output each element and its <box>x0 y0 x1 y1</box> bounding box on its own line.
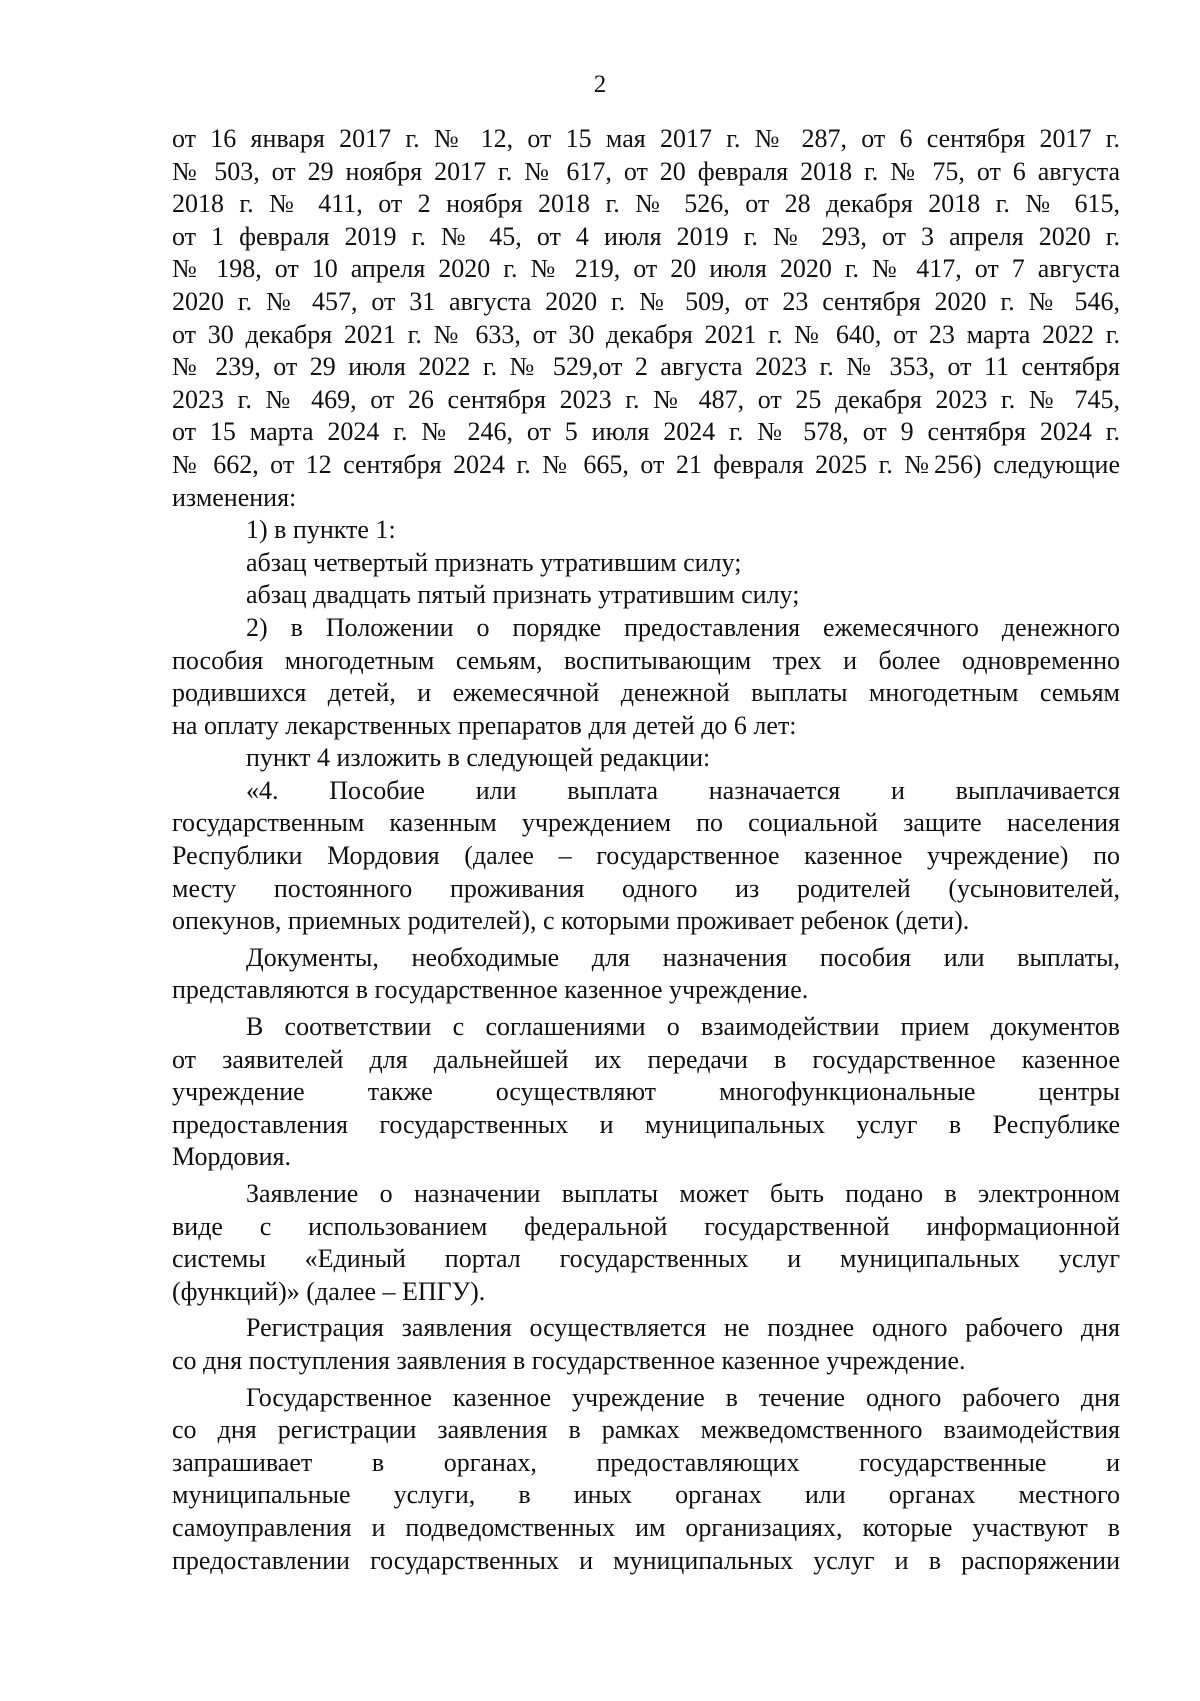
text-line: муниципальные услуги, в иных органах или органах местного <box>172 1480 1120 1510</box>
text-line: от заявителей для дальнейшей их передачи в государственное казенное <box>172 1044 1120 1074</box>
paragraph-documents <box>172 942 1120 1007</box>
text-line: абзац четвертый признать утратившим силу; <box>246 547 742 577</box>
text-line: предоставления государственных и муниципальных услуг в Республике <box>172 1109 1120 1139</box>
text-line: (функций)» (далее – ЕПГУ). <box>172 1276 486 1306</box>
paragraph-interagency <box>172 1382 1120 1578</box>
text-line: со дня регистрации заявления в рамках межведомственного взаимодействия <box>172 1415 1120 1445</box>
text-line: 2023 г. № 469, от 26 сентября 2023 г. № 487, от 25 декабря 2023 г. № 745, <box>172 384 1120 414</box>
paragraph-mfc <box>172 1011 1120 1174</box>
text-line: абзац двадцать пятый признать утратившим силу; <box>246 580 800 610</box>
text-line: государственным казенным учреждением по социальной защите населения <box>172 808 1120 838</box>
text-line: учреждение также осуществляют многофункциональные центры <box>172 1077 1120 1107</box>
paragraph-registration <box>172 1312 1120 1377</box>
paragraph-item-2 <box>172 612 1120 742</box>
text-line: Документы, необходимые для назначения пособия или выплаты, <box>246 942 1120 972</box>
text-line: системы «Единый портал государственных и муниципальных услуг <box>172 1244 1120 1274</box>
text-line: опекунов, приемных родителей), с которыми проживает ребенок (дети). <box>172 906 970 936</box>
text-line: от 1 февраля 2019 г. № 45, от 4 июля 2019 г. № 293, от 3 апреля 2020 г. <box>172 221 1120 251</box>
text-line: запрашивает в органах, предоставляющих государственные и <box>172 1447 1120 1477</box>
text-line: со дня поступления заявления в государственное казенное учреждение. <box>172 1345 966 1375</box>
text-line: на оплату лекарственных препаратов для детей до 6 лет: <box>172 710 797 740</box>
paragraph-epgu <box>172 1178 1120 1308</box>
paragraph-amendments <box>172 123 1120 514</box>
text-line: самоуправления и подведомственных им организациях, которые участвуют в <box>172 1512 1120 1542</box>
text-line: «4. Пособие или выплата назначается и выплачивается <box>246 775 1120 805</box>
document-body <box>172 123 1120 1577</box>
text-line: № 662, от 12 сентября 2024 г. № 665, от 21 февраля 2025 г. №256) следующие <box>172 449 1120 479</box>
text-line: виде с использованием федеральной государственной информационной <box>172 1211 1120 1241</box>
text-line: Заявление о назначении выплаты может быть подано в электронном <box>246 1179 1120 1208</box>
text-line: Мордовия. <box>172 1142 292 1172</box>
text-line: представляются в государственное казенное учреждение. <box>172 975 809 1005</box>
text-line: 2018 г. № 411, от 2 ноября 2018 г. № 526, от 28 декабря 2018 г. № 615, <box>172 189 1120 219</box>
paragraph-item-1-a <box>172 547 1120 580</box>
text-line: В соответствии с соглашениями о взаимодействии прием документов <box>246 1012 1120 1042</box>
text-line: от 15 марта 2024 г. № 246, от 5 июля 2024 г. № 578, от 9 сентября 2024 г. <box>172 417 1120 447</box>
text-line: № 503, от 29 ноября 2017 г. № 617, от 20 февраля 2018 г. № 75, от 6 августа <box>172 156 1120 186</box>
paragraph-point-4 <box>172 775 1120 938</box>
text-line: предоставлении государственных и муниципальных услуг и в распоряжении <box>172 1545 1120 1575</box>
text-line: Регистрация заявления осуществляется не позднее одного рабочего дня <box>246 1313 1120 1343</box>
text-line: № 198, от 10 апреля 2020 г. № 219, от 20 июля 2020 г. № 417, от 7 августа <box>172 254 1120 284</box>
text-line: месту постоянного проживания одного из родителей (усыновителей, <box>172 873 1120 903</box>
text-line: от 16 января 2017 г. № 12, от 15 мая 2017 г. № 287, от 6 сентября 2017 г. <box>172 124 1120 153</box>
text-line: Государственное казенное учреждение в течение одного рабочего дня <box>246 1382 1120 1412</box>
text-line: 2020 г. № 457, от 31 августа 2020 г. № 509, от 23 сентября 2020 г. № 546, <box>172 286 1120 316</box>
text-line: изменения: <box>172 482 297 512</box>
text-line: № 239, от 29 июля 2022 г. № 529,от 2 августа 2023 г. № 353, от 11 сентября <box>172 352 1120 382</box>
text-line: от 30 декабря 2021 г. № 633, от 30 декабря 2021 г. № 640, от 23 марта 2022 г. <box>172 319 1120 349</box>
text-line: 2) в Положении о порядке предоставления ежемесячного денежного <box>246 612 1120 642</box>
text-line: пункт 4 изложить в следующей редакции: <box>246 743 711 773</box>
text-line: 1) в пункте 1: <box>246 515 396 545</box>
page-number: 2 <box>593 71 607 98</box>
text-line: Республики Мордовия (далее – государственное казенное учреждение) по <box>172 841 1120 871</box>
text-line: родившихся детей, и ежемесячной денежной выплаты многодетным семьям <box>172 678 1120 708</box>
text-line: пособия многодетным семьям, воспитывающим трех и более одновременно <box>172 645 1120 675</box>
paragraph-item-2-a <box>172 742 1120 775</box>
paragraph-item-1 <box>172 514 1120 547</box>
paragraph-item-1-b <box>172 579 1120 612</box>
